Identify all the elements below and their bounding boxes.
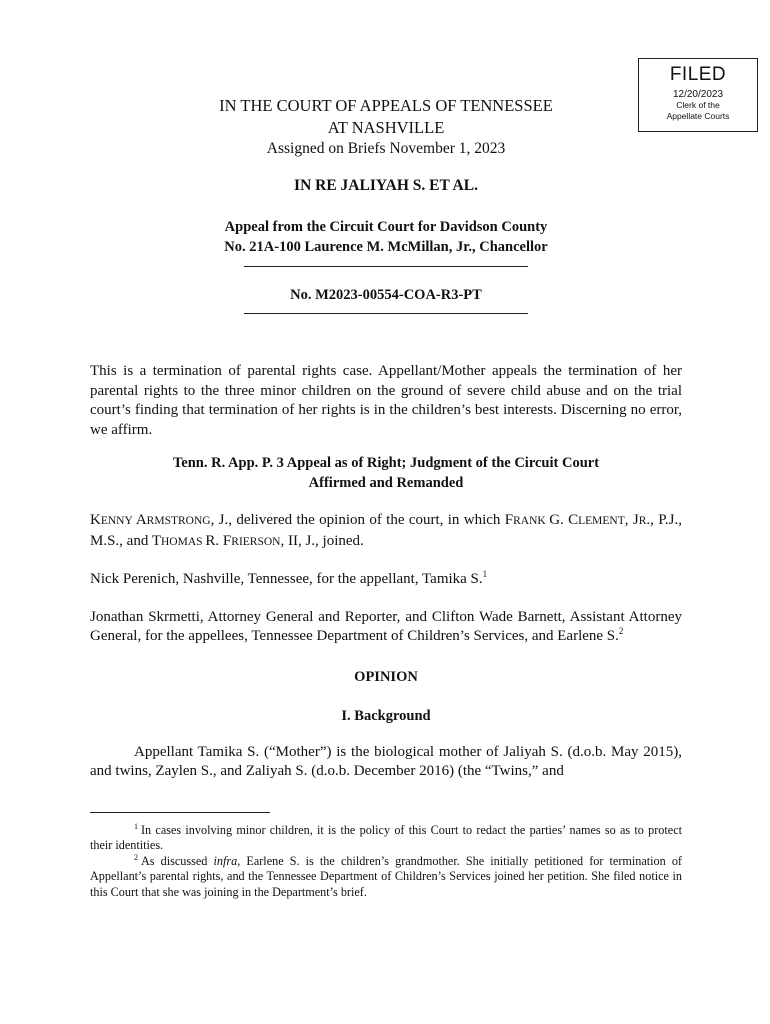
holding-line-1: Tenn. R. App. P. 3 Appeal as of Right; Judgment of the Circuit Court (172, 455, 600, 471)
section-heading: I. Background (341, 707, 431, 724)
appeal-source (90, 217, 682, 257)
footnote-divider (90, 812, 270, 813)
judge-comma: , (624, 512, 629, 528)
footnote-2-post: , Earlene S. is the children’s grandmother. She initially petitioned for termination of Appellant’s parental rights, and the Tennessee Department of Children’s Services joined her petition. She filed notice in this Court that she was joining in the Department’s brief. (90, 853, 682, 899)
stamp-title: FILED (669, 64, 727, 85)
judge-g-rest: LEMENT (578, 515, 625, 527)
holding (90, 454, 682, 493)
court-name: IN THE COURT OF APPEALS OF TENNESSEE (219, 96, 553, 115)
docket-number: No. M2023-00554-COA-R3-PT (290, 287, 482, 303)
case-abstract: This is a termination of parental rights case. Appellant/Mother appeals the termination of her parental rights to the three minor children on the ground of severe child abuse and on the trial court’s finding that termination of her rights is in the children’s best interests. Discerning no error, we affirm. (90, 363, 682, 438)
footnote-1-text: In cases involving minor children, it is the policy of this Court to redact the parties’ names so as to protect their identities. (90, 822, 682, 852)
holding-line-2: Affirmed and Remanded (308, 474, 464, 491)
divider-top (244, 266, 528, 267)
footnote-2-number: 2 (134, 852, 138, 862)
opinion-heading: OPINION (354, 668, 418, 685)
footnote-2-pre: As discussed (141, 853, 214, 868)
background-paragraph: Appellant Tamika S. (“Mother”) is the biological mother of Jaliyah S. (d.o.b. May 2015), and twins, Zaylen S., and Zaliyah S. (d.o.b. December 2016) (the “Twins,” and (90, 743, 682, 779)
assigned-date: Assigned on Briefs November 1, 2023 (266, 140, 506, 157)
divider-bottom (244, 313, 528, 314)
footnote-1-number: 1 (134, 821, 138, 831)
footnote-ref-2[interactable]: 2 (618, 626, 624, 636)
judge-t-rest: HOMAS (161, 535, 206, 548)
case-title: IN RE JALIYAH S. ET AL. (294, 177, 478, 194)
footnotes (90, 823, 682, 901)
author-k: K (90, 512, 101, 528)
judge-f-rest: RANK (513, 515, 550, 527)
judge-t: T (151, 532, 161, 549)
counsel-appellant-text: Nick Perenich, Nashville, Tennessee, for the appellant, Tamika S. (90, 571, 483, 587)
judge-g: G. C (549, 512, 579, 528)
authorship-end: , II, J., joined. (280, 532, 364, 549)
judge-f: F (504, 512, 514, 528)
judge-r-rest: RIERSON (231, 535, 281, 548)
stamp-date: 12/20/2023 (672, 89, 724, 100)
footnote-2 (90, 854, 682, 901)
footnote-2-italic: infra (213, 853, 238, 868)
appeal-court-line: Appeal from the Circuit Court for Davidson County (224, 219, 548, 235)
author-a-rest: RMSTRONG (146, 515, 211, 527)
author-a: A (135, 512, 147, 528)
stamp-courts-line: Appellate Courts (666, 111, 730, 121)
court-location: AT NASHVILLE (327, 118, 445, 137)
appeal-judge-line: No. 21A-100 Laurence M. McMillan, Jr., Chancellor (224, 239, 548, 255)
authorship (90, 511, 682, 552)
opinion-page (90, 95, 682, 900)
authorship-mid1: , J., delivered the opinion of the court, in which (210, 512, 505, 528)
judge-r: R. F (205, 532, 232, 549)
counsel-appellant (90, 570, 682, 590)
counsel-appellees-text: Jonathan Skrmetti, Attorney General and Reporter, and Clifton Wade Barnett, Assistant Attorney General, for the appellees, Tennessee Department of Children’s Services, and Earlene S. (90, 608, 682, 644)
footnote-1 (90, 823, 682, 854)
counsel-appellees (90, 608, 682, 647)
authorship-mid2: ., P.J., M.S., and (90, 512, 682, 549)
footnote-ref-1[interactable]: 1 (482, 569, 488, 579)
stamp-clerk-line: Clerk of the (676, 100, 720, 110)
judge-jr: J (632, 512, 639, 528)
author-k-rest: ENNY (100, 515, 136, 527)
judge-jr-rest: R (638, 515, 647, 527)
